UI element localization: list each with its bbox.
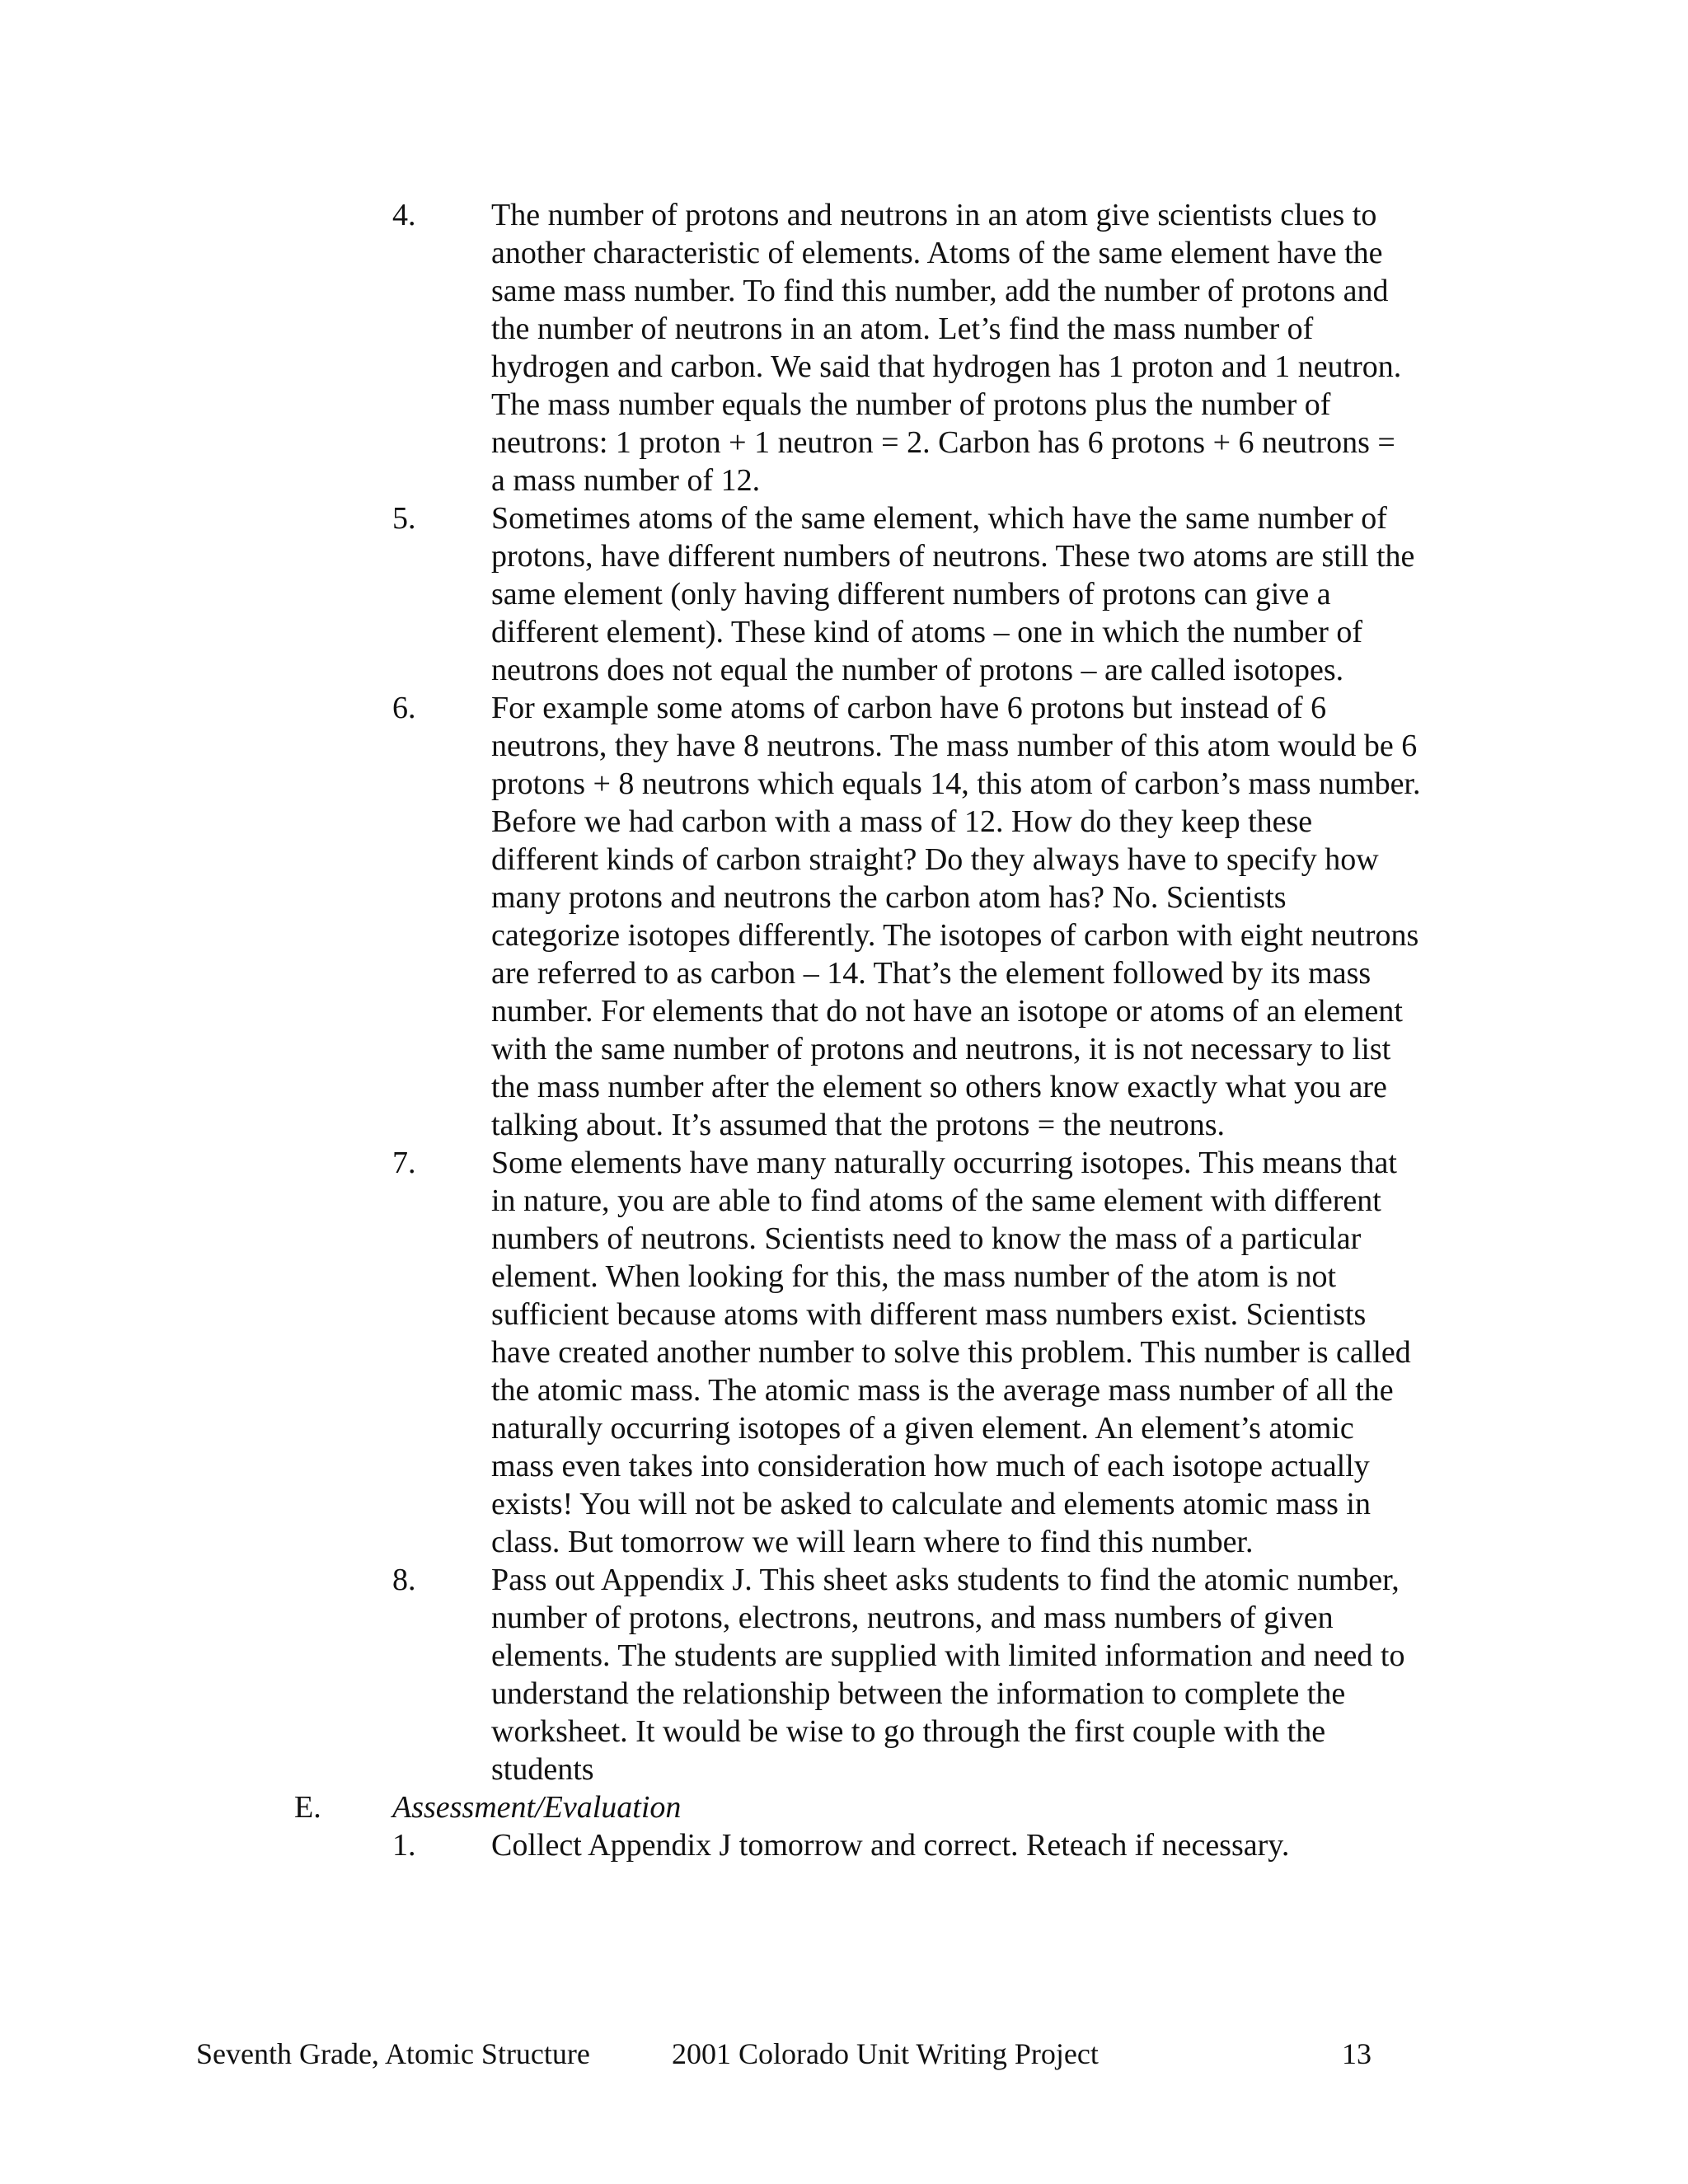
item-line: neutrons, they have 8 neutrons. The mass number of this atom would be 6 bbox=[491, 729, 1418, 763]
item-line: mass even takes into consideration how much of each isotope actually bbox=[491, 1449, 1370, 1483]
item-line: the number of neutrons in an atom. Let’s find the mass number of bbox=[491, 312, 1314, 346]
item-line: same element (only having different numbers of protons can give a bbox=[491, 577, 1331, 612]
item-line: element. When looking for this, the mass number of the atom is not bbox=[491, 1259, 1337, 1294]
item-line: the mass number after the element so others know exactly what you are bbox=[491, 1070, 1387, 1104]
item-line: students bbox=[491, 1752, 594, 1787]
item-line: different kinds of carbon straight? Do they always have to specify how bbox=[491, 842, 1379, 877]
item-line: worksheet. It would be wise to go through the first couple with the bbox=[491, 1714, 1326, 1749]
item-line: Before we had carbon with a mass of 12. How do they keep these bbox=[491, 804, 1313, 839]
item-line: class. But tomorrow we will learn where to find this number. bbox=[491, 1525, 1254, 1559]
page-number: 13 bbox=[1342, 2037, 1372, 2070]
footer-left: Seventh Grade, Atomic Structure bbox=[196, 2037, 590, 2070]
item-line: Pass out Appendix J. This sheet asks students to find the atomic number, bbox=[491, 1563, 1400, 1597]
item-line: The mass number equals the number of protons plus the number of bbox=[491, 387, 1331, 422]
item-line: with the same number of protons and neutrons, it is not necessary to list bbox=[491, 1032, 1391, 1066]
footer-center: 2001 Colorado Unit Writing Project bbox=[672, 2037, 1099, 2070]
item-line: have created another number to solve this problem. This number is called bbox=[491, 1335, 1411, 1370]
item-number: 4. bbox=[392, 198, 416, 232]
item-line: numbers of neutrons. Scientists need to know the mass of a particular bbox=[491, 1221, 1362, 1256]
item-line: neutrons does not equal the number of protons – are called isotopes. bbox=[491, 653, 1344, 687]
item-line: Collect Appendix J tomorrow and correct. Reteach if necessary. bbox=[491, 1828, 1290, 1863]
item-line: number of protons, electrons, neutrons, and mass numbers of given bbox=[491, 1601, 1334, 1635]
item-line: For example some atoms of carbon have 6 protons but instead of 6 bbox=[491, 691, 1327, 725]
item-line: hydrogen and carbon. We said that hydrogen has 1 proton and 1 neutron. bbox=[491, 349, 1402, 384]
item-line: protons + 8 neutrons which equals 14, this atom of carbon’s mass number. bbox=[491, 766, 1421, 801]
item-number: 1. bbox=[392, 1828, 416, 1863]
item-line: different element). These kind of atoms – one in which the number of bbox=[491, 615, 1363, 649]
item-number: 5. bbox=[392, 501, 416, 536]
item-line: a mass number of 12. bbox=[491, 463, 761, 498]
item-line: number. For elements that do not have an isotope or atoms of an element bbox=[491, 994, 1403, 1029]
item-number: 6. bbox=[392, 691, 416, 725]
item-line: in nature, you are able to find atoms of the same element with different bbox=[491, 1183, 1381, 1218]
item-line: same mass number. To find this number, add the number of protons and bbox=[491, 274, 1389, 308]
item-line: Sometimes atoms of the same element, which have the same number of bbox=[491, 501, 1387, 536]
item-number: 7. bbox=[392, 1146, 416, 1180]
item-line: exists! You will not be asked to calculate and elements atomic mass in bbox=[491, 1487, 1371, 1521]
item-line: naturally occurring isotopes of a given element. An element’s atomic bbox=[491, 1411, 1354, 1446]
item-line: the atomic mass. The atomic mass is the average mass number of all the bbox=[491, 1373, 1394, 1408]
item-number: 8. bbox=[392, 1563, 416, 1597]
item-line: talking about. It’s assumed that the protons = the neutrons. bbox=[491, 1108, 1226, 1142]
item-line: categorize isotopes differently. The isotopes of carbon with eight neutrons bbox=[491, 918, 1419, 953]
item-line: neutrons: 1 proton + 1 neutron = 2. Carbon has 6 protons + 6 neutrons = bbox=[491, 425, 1395, 460]
section-title: Assessment/Evaluation bbox=[392, 1790, 682, 1825]
item-line: protons, have different numbers of neutrons. These two atoms are still the bbox=[491, 539, 1415, 574]
item-line: another characteristic of elements. Atoms of the same element have the bbox=[491, 236, 1383, 270]
section-letter: E. bbox=[294, 1790, 321, 1825]
item-line: are referred to as carbon – 14. That’s the element followed by its mass bbox=[491, 956, 1372, 991]
item-line: elements. The students are supplied with limited information and need to bbox=[491, 1638, 1405, 1673]
item-line: Some elements have many naturally occurring isotopes. This means that bbox=[491, 1146, 1397, 1180]
item-line: many protons and neutrons the carbon atom has? No. Scientists bbox=[491, 880, 1287, 915]
item-line: sufficient because atoms with different mass numbers exist. Scientists bbox=[491, 1297, 1367, 1332]
item-line: The number of protons and neutrons in an atom give scientists clues to bbox=[491, 198, 1377, 232]
item-line: understand the relationship between the information to complete the bbox=[491, 1676, 1346, 1711]
